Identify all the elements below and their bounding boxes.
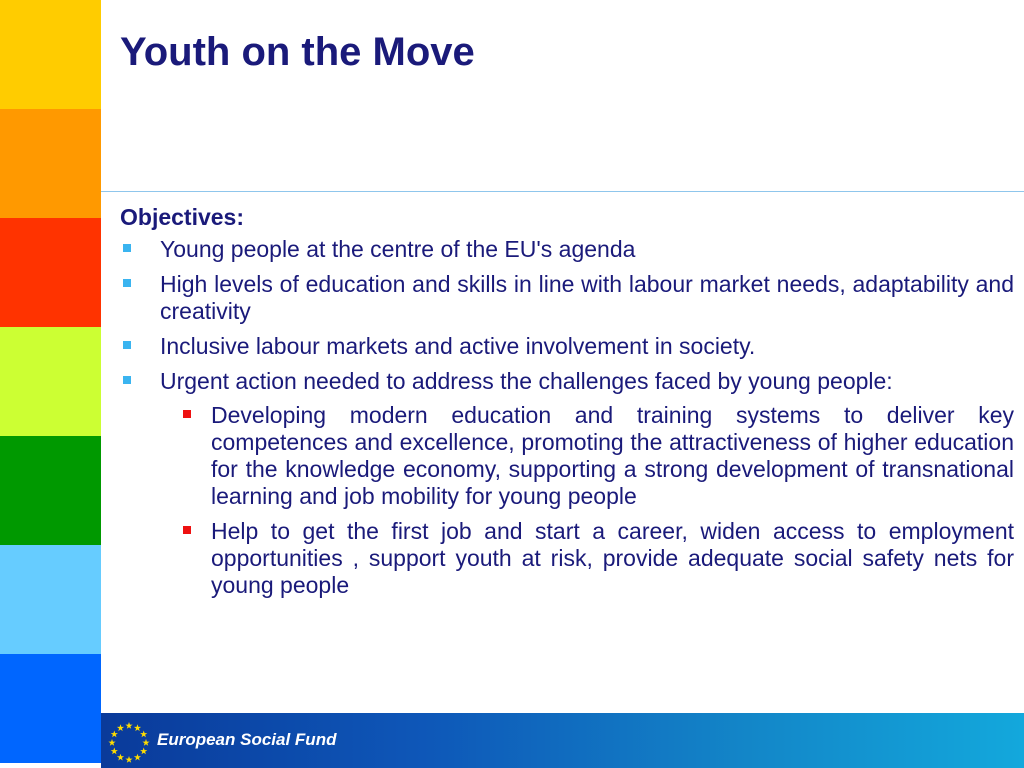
side-color-strip — [0, 0, 101, 713]
color-block-yellow — [0, 0, 101, 109]
objectives-list — [120, 236, 1014, 599]
objectives-heading: Objectives: — [120, 204, 244, 230]
slide-content — [120, 204, 1014, 607]
color-block-orange — [0, 109, 101, 218]
list-item — [120, 236, 1014, 263]
sub-list-item-text: Developing modern education and training systems to deliver key competences and excellence, promoting the attractiveness of higher education for the knowledge economy, supporting a strong development of transnational learning and job mobility for young people — [211, 402, 1014, 510]
list-item-text: High levels of education and skills in line with labour market needs, adaptability and creativity — [160, 270, 1014, 324]
sub-list-item — [120, 518, 1014, 599]
footer-label: European Social Fund — [157, 730, 337, 749]
square-bullet-icon — [123, 341, 131, 349]
sub-list — [160, 402, 1014, 598]
color-block-blue — [0, 654, 101, 763]
title-divider — [101, 191, 1024, 192]
list-item — [120, 333, 1014, 360]
square-bullet-icon — [123, 279, 131, 287]
footer-bar — [101, 713, 1024, 768]
list-item-text: Inclusive labour markets and active involvement in society. — [160, 332, 756, 359]
square-bullet-icon — [123, 244, 131, 252]
list-item-text: Urgent action needed to address the challenges faced by young people: — [160, 367, 893, 394]
color-block-light-blue — [0, 545, 101, 654]
list-item — [120, 271, 1014, 325]
slide-title: Youth on the Move — [120, 30, 475, 74]
red-square-bullet-icon — [183, 526, 191, 534]
square-bullet-icon — [123, 376, 131, 384]
color-block-red — [0, 218, 101, 327]
list-item-text: Young people at the centre of the EU's agenda — [160, 235, 636, 262]
eu-flag-icon — [107, 719, 151, 763]
color-block-green — [0, 436, 101, 545]
list-item — [120, 368, 1014, 599]
red-square-bullet-icon — [183, 410, 191, 418]
color-block-lime — [0, 327, 101, 436]
sub-list-item — [120, 402, 1014, 510]
sub-list-item-text: Help to get the first job and start a career, widen access to employment opportunities , support youth at risk, provide adequate social safety nets for young people — [211, 518, 1014, 598]
